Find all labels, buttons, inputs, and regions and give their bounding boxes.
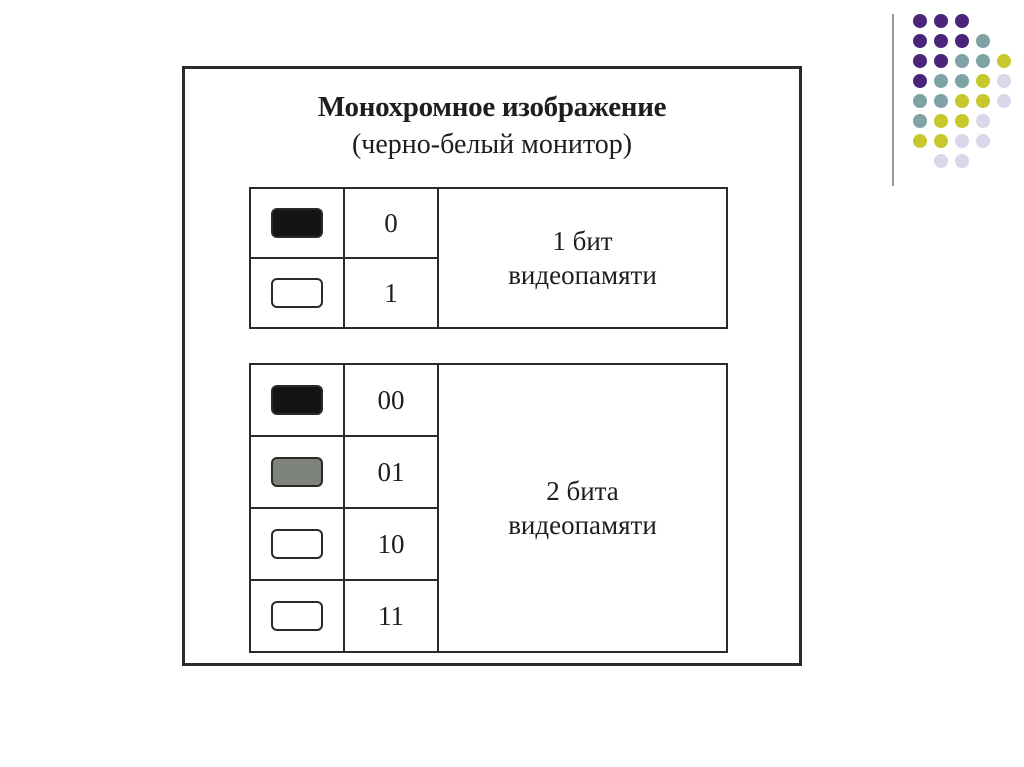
decor-dot — [976, 34, 990, 48]
diagram-subtitle: (черно-белый монитор) — [351, 129, 633, 160]
desc-line-2: видеопамяти — [508, 260, 657, 290]
decor-dot — [976, 94, 990, 108]
decor-dot — [934, 74, 948, 88]
swatch-cell — [250, 188, 344, 258]
one-bit-table — [249, 187, 728, 329]
decor-dot — [934, 114, 948, 128]
decor-dot — [976, 134, 990, 148]
decor-dot — [955, 74, 969, 88]
decor-dot — [955, 154, 969, 168]
swatch-cell — [250, 364, 344, 436]
decor-dot — [976, 114, 990, 128]
decor-dot — [955, 114, 969, 128]
desc-line-1: 2 бита — [546, 476, 619, 506]
swatch-cell — [250, 436, 344, 508]
code-cell: 01 — [344, 436, 438, 508]
decor-dot — [976, 74, 990, 88]
desc-line-2: видеопамяти — [508, 510, 657, 540]
decor-dot — [955, 134, 969, 148]
code-cell: 10 — [344, 508, 438, 580]
decor-dot — [997, 94, 1011, 108]
decor-dot — [913, 94, 927, 108]
table-row — [250, 364, 727, 436]
decor-dot — [955, 94, 969, 108]
gray-swatch — [271, 457, 323, 487]
decor-dot — [913, 114, 927, 128]
white-swatch — [271, 529, 323, 559]
decor-dot — [934, 54, 948, 68]
decor-dot — [934, 34, 948, 48]
decor-dot — [913, 54, 927, 68]
decor-dot — [934, 134, 948, 148]
decor-dot — [955, 14, 969, 28]
code-cell: 00 — [344, 364, 438, 436]
code-cell: 1 — [344, 258, 438, 328]
decor-dot — [934, 94, 948, 108]
decor-dot — [955, 34, 969, 48]
memory-description — [438, 188, 727, 328]
decor-dot — [997, 74, 1011, 88]
swatch-cell — [250, 258, 344, 328]
swatch-cell — [250, 580, 344, 652]
white-swatch — [271, 601, 323, 631]
code-cell: 0 — [344, 188, 438, 258]
black-swatch — [271, 385, 323, 415]
decor-dot — [913, 14, 927, 28]
decor-dot — [913, 74, 927, 88]
swatch-cell — [250, 508, 344, 580]
memory-description — [438, 364, 727, 652]
code-cell: 11 — [344, 580, 438, 652]
decor-divider-line — [892, 14, 894, 186]
table-row — [250, 188, 727, 258]
diagram-title: Монохромное изображение — [317, 91, 667, 123]
decor-dot — [955, 54, 969, 68]
black-swatch — [271, 208, 323, 238]
decor-dot — [976, 54, 990, 68]
decor-dot — [913, 134, 927, 148]
decor-dot — [997, 54, 1011, 68]
white-swatch — [271, 278, 323, 308]
diagram-frame — [182, 66, 802, 666]
two-bit-table — [249, 363, 728, 653]
desc-line-1: 1 бит — [552, 226, 613, 256]
decor-dot — [913, 34, 927, 48]
decor-dot — [934, 154, 948, 168]
decor-dot — [934, 14, 948, 28]
